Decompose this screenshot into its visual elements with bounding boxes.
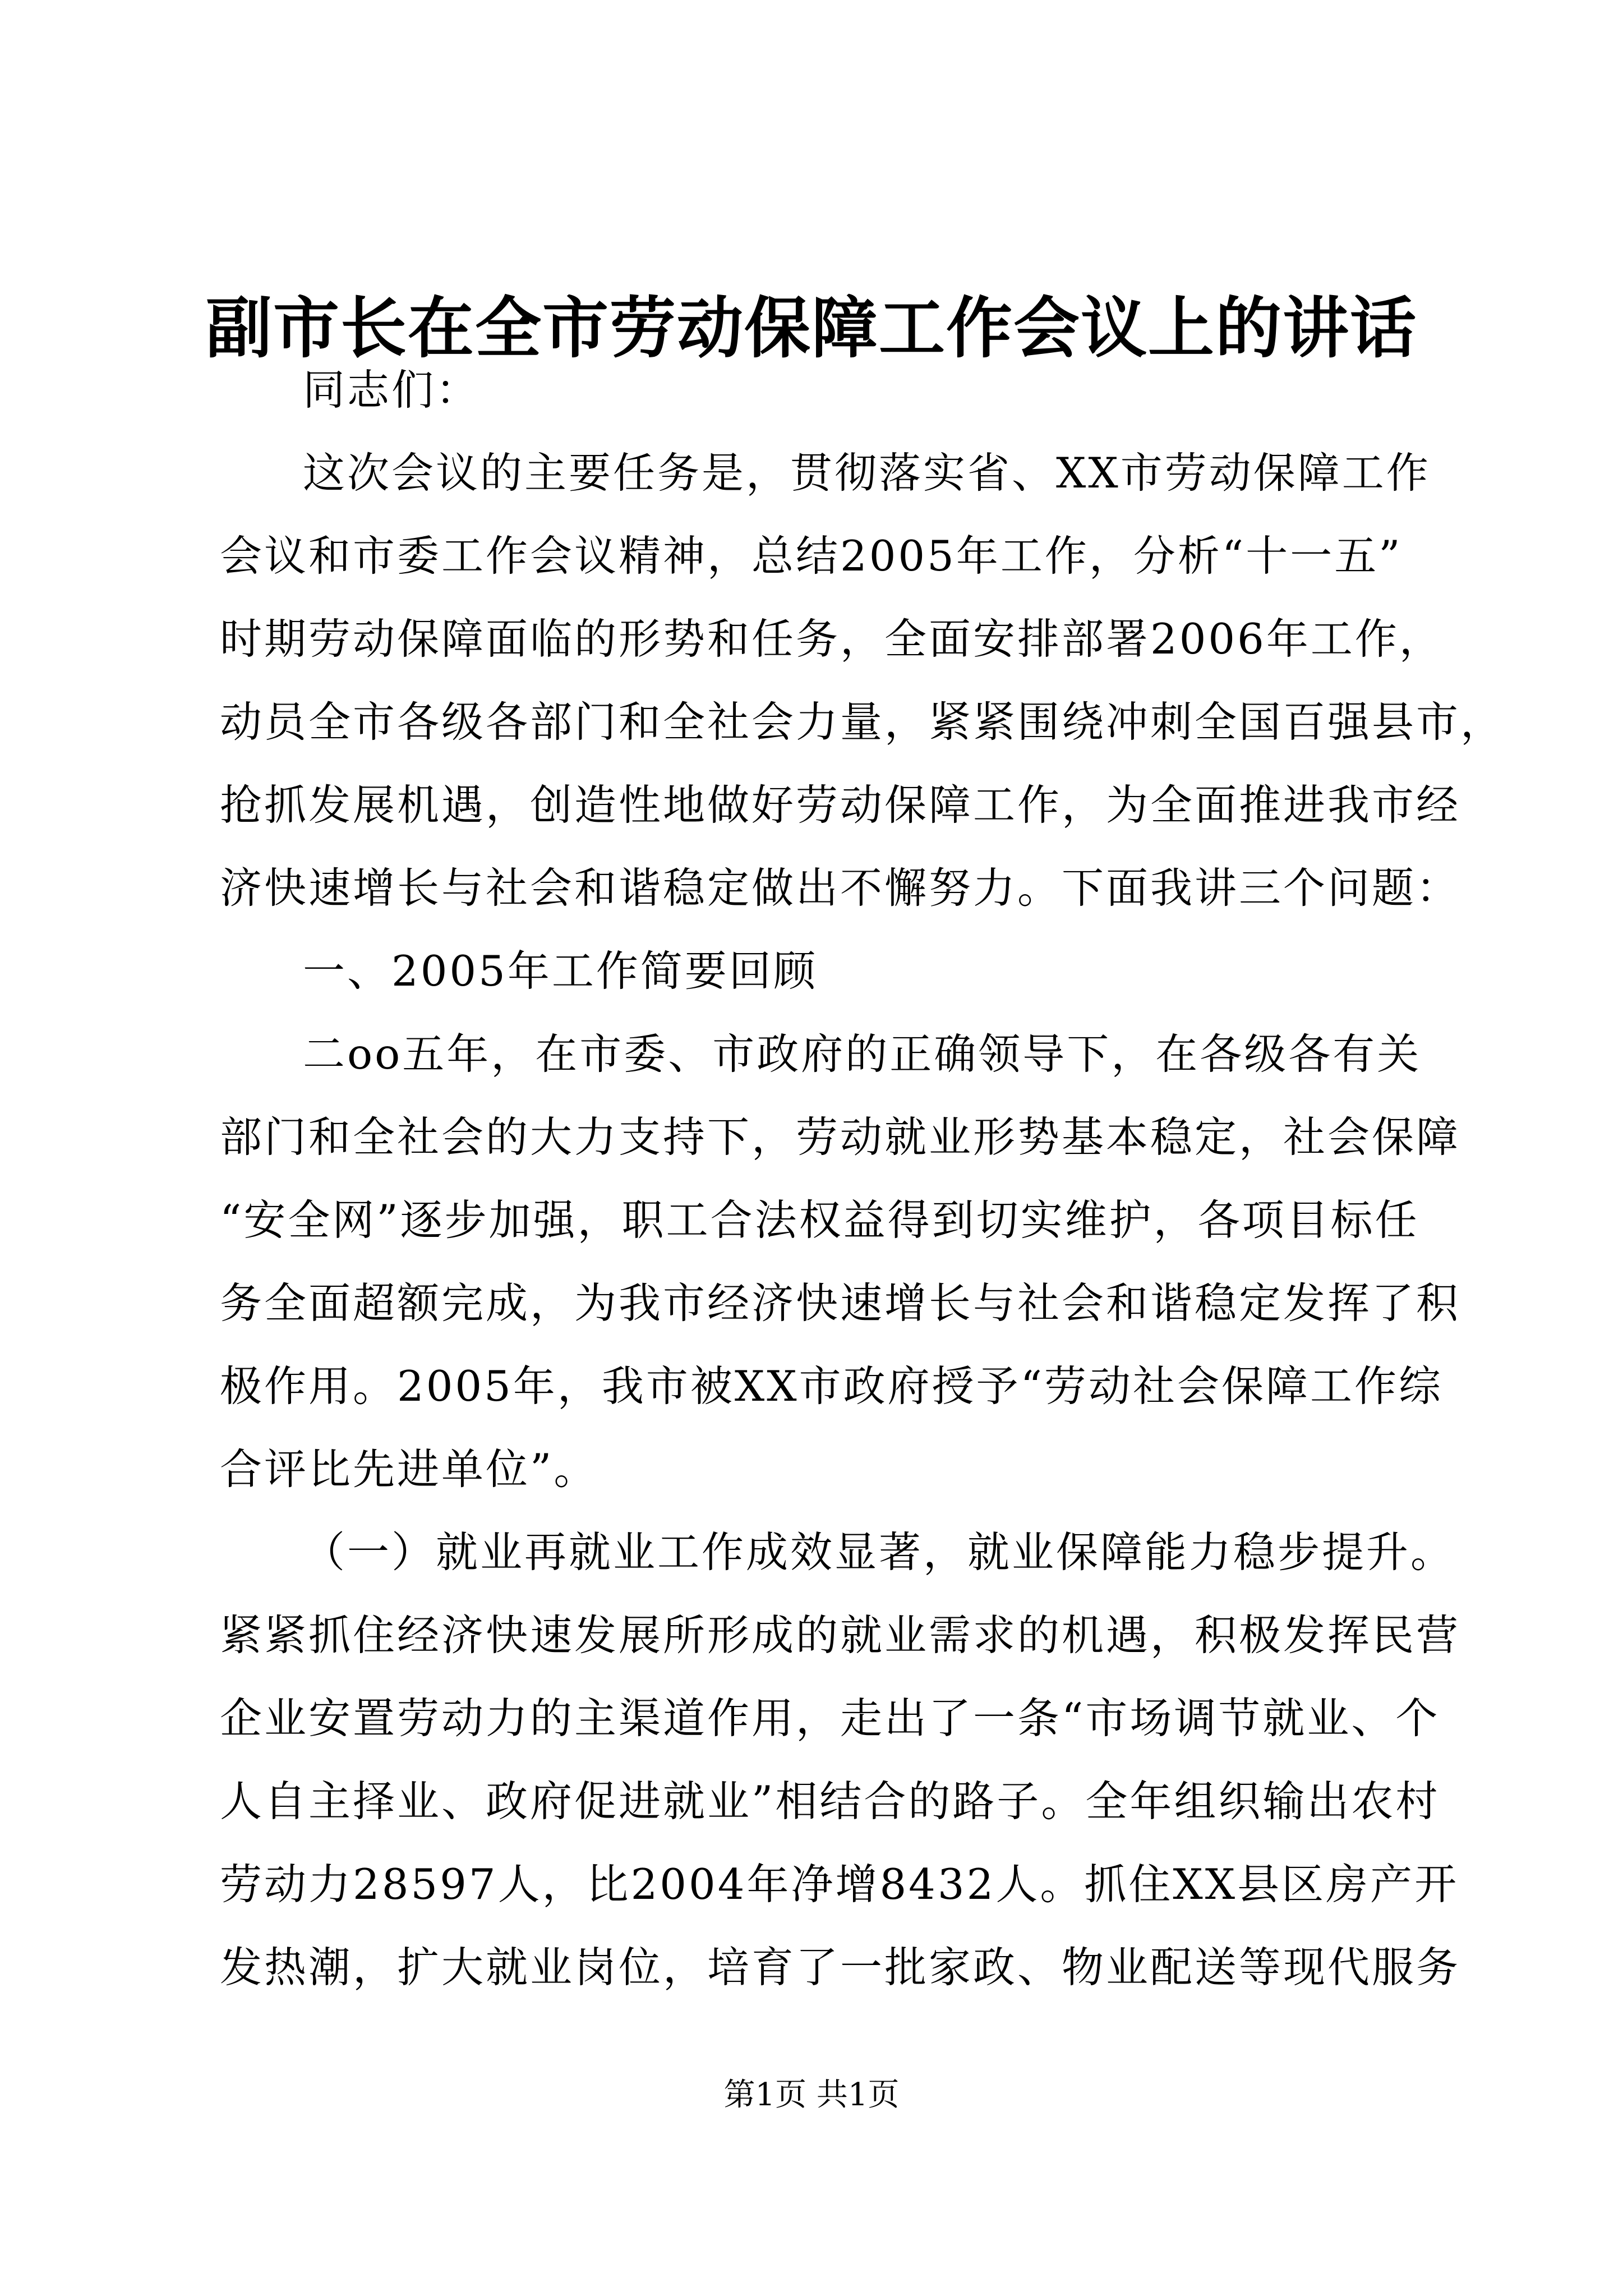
body-line: 合评比先进单位”。 (220, 1444, 598, 1494)
body-line: 劳动力28597人，比2004年净增8432人。抓住XX县区房产开 (220, 1860, 1459, 1909)
body-line: 企业安置劳动力的主渠道作用，走出了一条“市场调节就业、个 (220, 1694, 1440, 1743)
body-line: 极作用。2005年，我市被XX市政府授予“劳动社会保障工作综 (220, 1361, 1443, 1411)
body-line: 发热潮，扩大就业岗位，培育了一批家政、物业配送等现代服务 (220, 1943, 1461, 1992)
body-line: 务全面超额完成，为我市经济快速增长与社会和谐稳定发挥了积 (220, 1278, 1461, 1328)
subsection-heading: （一）就业再就业工作成效显著，就业保障能力稳步提升。 (303, 1527, 1455, 1577)
body-line: 紧紧抓住经济快速发展所形成的就业需求的机遇，积极发挥民营 (220, 1611, 1461, 1660)
body-line: 部门和全社会的大力支持下，劳动就业形势基本稳定，社会保障 (220, 1112, 1461, 1162)
body-line: 人自主择业、政府促进就业”相结合的路子。全年组织输出农村 (220, 1777, 1440, 1826)
body-line: 抢抓发展机遇，创造性地做好劳动保障工作，为全面推进我市经 (220, 780, 1461, 830)
body-line: 时期劳动保障面临的形势和任务，全面安排部署2006年工作， (220, 614, 1444, 664)
body-line: 会议和市委工作会议精神，总结2005年工作，分析“十一五” (220, 531, 1403, 581)
salutation-line: 同志们： (303, 365, 481, 415)
section-heading: 一、2005年工作简要回顾 (303, 946, 818, 996)
body-line: 二oo五年，在市委、市政府的正确领导下，在各级各有关 (303, 1029, 1422, 1079)
body-line: 这次会议的主要任务是，贯彻落实省、XX市劳动保障工作 (303, 448, 1431, 498)
body-line: 济快速增长与社会和谐稳定做出不懈努力。下面我讲三个问题： (220, 863, 1461, 913)
document-title: 副市长在全市劳动保障工作会议上的讲话 (205, 289, 1417, 367)
body-line: 动员全市各级各部门和全社会力量，紧紧围绕冲刺全国百强县市， (220, 697, 1505, 747)
page-number-footer: 第1页 共1页 (723, 2077, 900, 2113)
body-line: “安全网”逐步加强，职工合法权益得到切实维护，各项目标任 (220, 1195, 1419, 1245)
